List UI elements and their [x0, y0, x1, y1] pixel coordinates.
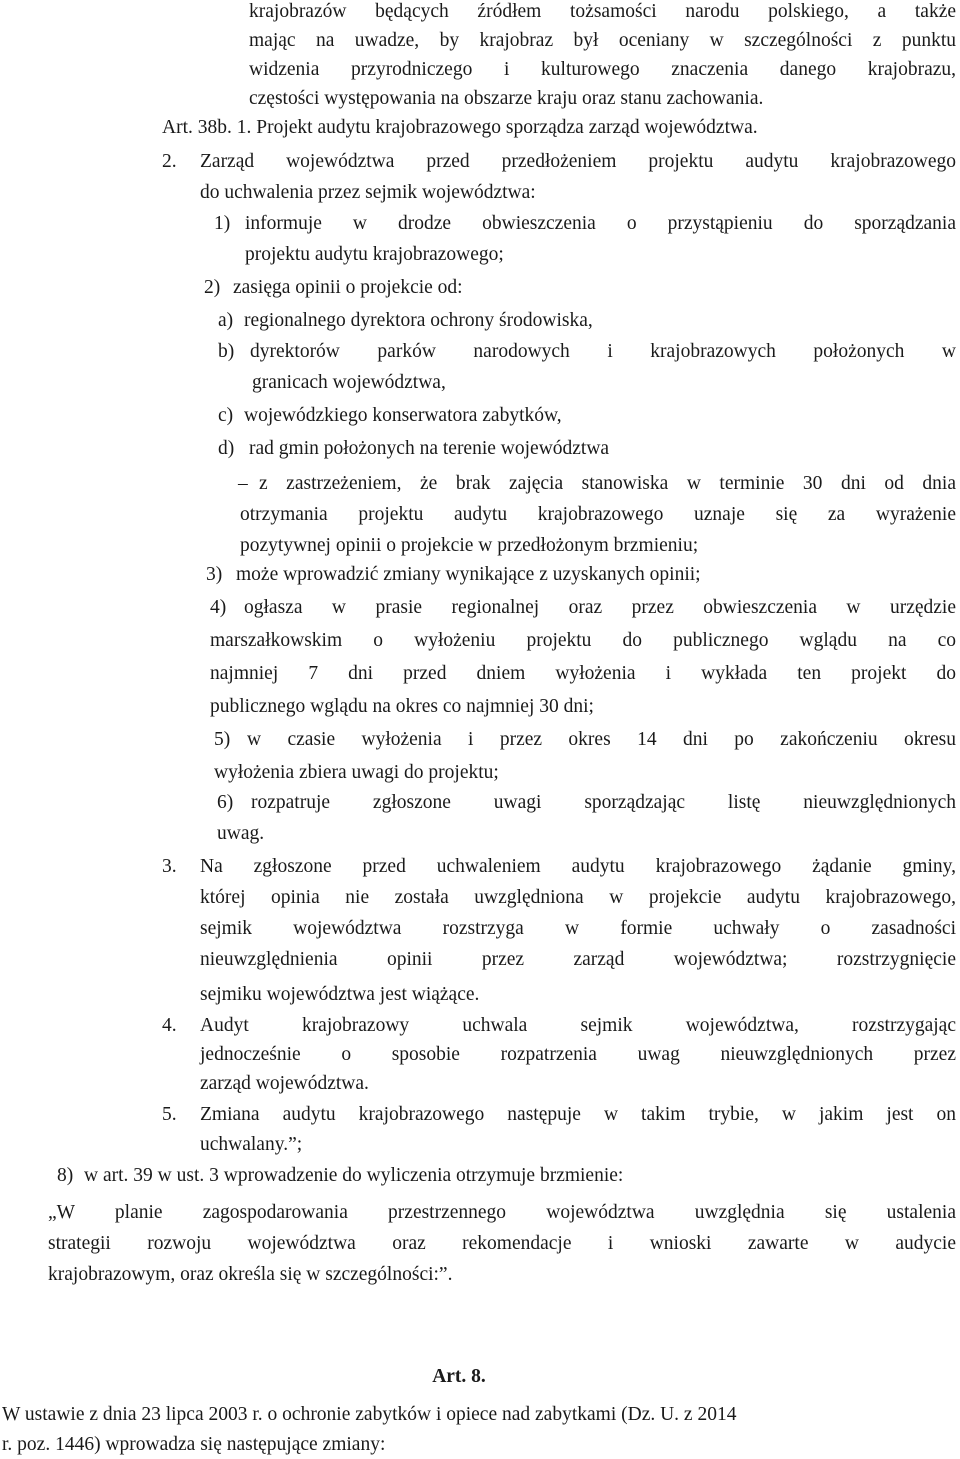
paragraph-2-line-2: do uchwalenia przez sejmik województwa:: [200, 182, 536, 203]
dash-line-1: z zastrzeżeniem, że brak zajęcia stanowiska w terminie 30 dni od dnia: [259, 473, 956, 494]
letter-b-line-2: granicach województwa,: [252, 372, 446, 393]
paragraph-3-line-4: nieuwzględnienia opinii przez zarząd województwa; rozstrzygnięcie: [200, 949, 956, 970]
paragraph-3-line-2: której opinia nie została uwzględniona w projekcie audytu krajobrazowego,: [200, 887, 956, 908]
paragraph-3-line-3: sejmik województwa rozstrzyga w formie uchwały o zasadności: [200, 918, 956, 939]
dash-line-3: pozytywnej opinii o projekcie w przedłożonym brzmieniu;: [240, 535, 699, 556]
intro-line-1: krajobrazów będących źródłem tożsamości narodu polskiego, a także: [249, 1, 956, 22]
paragraph-5-number: 5.: [162, 1104, 177, 1125]
intro-line-3: widzenia przyrodniczego i kulturowego znaczenia danego krajobrazu,: [249, 59, 956, 80]
point-6-line-1: rozpatruje zgłoszone uwagi sporządzając listę nieuwzględnionych: [251, 792, 956, 813]
paragraph-2-number: 2.: [162, 151, 177, 172]
quote-line-3: krajobrazowym, oraz określa się w szczególności:”.: [48, 1264, 453, 1285]
point-1-number: 1): [214, 213, 231, 234]
point-4-line-1: ogłasza w prasie regionalnej oraz przez obwieszczenia w urzędzie: [244, 597, 956, 618]
point-5-line-2: wyłożenia zbiera uwagi do projektu;: [214, 762, 499, 783]
intro-line-4: częstości występowania na obszarze kraju oraz stanu zachowania.: [249, 88, 764, 109]
paragraph-5-line-2: uchwalany.”;: [200, 1134, 303, 1155]
dash-line-2: otrzymania projektu audytu krajobrazowego uznaje się za wyrażenie: [240, 504, 956, 525]
paragraph-3-line-5: sejmiku województwa jest wiążące.: [200, 984, 480, 1005]
paragraph-3-number: 3.: [162, 856, 177, 877]
point-4-line-2: marszałkowskim o wyłożeniu projektu do publicznego wglądu na co: [210, 630, 956, 651]
paragraph-4-line-1: Audyt krajobrazowy uchwala sejmik województwa, rozstrzygając: [200, 1015, 956, 1036]
paragraph-3-line-1: Na zgłoszone przed uchwaleniem audytu krajobrazowego żądanie gminy,: [200, 856, 956, 877]
letter-d-text: rad gmin położonych na terenie województwa: [249, 438, 610, 459]
point-4-line-3: najmniej 7 dni przed dniem wyłożenia i wykłada ten projekt do: [210, 663, 956, 684]
point-6-line-2: uwag.: [217, 823, 265, 844]
art38b-heading: Art. 38b. 1. Projekt audytu krajobrazowego sporządza zarząd województwa.: [162, 117, 758, 138]
point-1-line-2: projektu audytu krajobrazowego;: [245, 244, 504, 265]
point-6-number: 6): [217, 792, 234, 813]
intro-line-2: mając na uwadze, by krajobraz był oceniany w szczególności z punktu: [249, 30, 956, 51]
point-1-line-1: informuje w drodze obwieszczenia o przystąpieniu do sporządzania: [245, 213, 956, 234]
point-8-line-1: w art. 39 w ust. 3 wprowadzenie do wyliczenia otrzymuje brzmienie:: [84, 1165, 624, 1186]
point-3-text: może wprowadzić zmiany wynikające z uzyskanych opinii;: [236, 564, 701, 585]
point-4-line-4: publicznego wglądu na okres co najmniej 30 dni;: [210, 696, 594, 717]
quote-line-1: „W planie zagospodarowania przestrzennego województwa uwzględnia się ustalenia: [48, 1202, 956, 1223]
letter-b-line-1: dyrektorów parków narodowych i krajobrazowych położonych w: [250, 341, 956, 362]
paragraph-2-line-1: Zarząd województwa przed przedłożeniem projektu audytu krajobrazowego: [200, 151, 956, 172]
art8-heading: Art. 8.: [432, 1366, 486, 1387]
art8-line-2: r. poz. 1446) wprowadza się następujące zmiany:: [2, 1434, 386, 1455]
letter-a-label: a): [218, 310, 234, 331]
point-5-line-1: w czasie wyłożenia i przez okres 14 dni po zakończeniu okresu: [247, 729, 956, 750]
paragraph-4-line-3: zarząd województwa.: [200, 1073, 369, 1094]
paragraph-5-line-1: Zmiana audytu krajobrazowego następuje w takim trybie, w jakim jest on: [200, 1104, 956, 1125]
letter-d-label: d): [218, 438, 235, 459]
point-2-line-1: zasięga opinii o projekcie od:: [233, 277, 463, 298]
point-2-number: 2): [204, 277, 221, 298]
dash-marker: –: [238, 473, 248, 494]
letter-b-label: b): [218, 341, 235, 362]
point-5-number: 5): [214, 729, 231, 750]
quote-line-2: strategii rozwoju województwa oraz rekomendacje i wnioski zawarte w audycie: [48, 1233, 956, 1254]
letter-c-text: wojewódzkiego konserwatora zabytków,: [244, 405, 562, 426]
art8-line-1: W ustawie z dnia 23 lipca 2003 r. o ochronie zabytków i opiece nad zabytkami (Dz. U. z 2014: [2, 1404, 737, 1425]
point-4-number: 4): [210, 597, 227, 618]
paragraph-4-line-2: jednocześnie o sposobie rozpatrzenia uwag nieuwzględnionych przez: [200, 1044, 956, 1065]
point-3-number: 3): [206, 564, 223, 585]
paragraph-4-number: 4.: [162, 1015, 177, 1036]
point-8-number: 8): [57, 1165, 74, 1186]
letter-c-label: c): [218, 405, 234, 426]
letter-a-text: regionalnego dyrektora ochrony środowiska,: [244, 310, 593, 331]
